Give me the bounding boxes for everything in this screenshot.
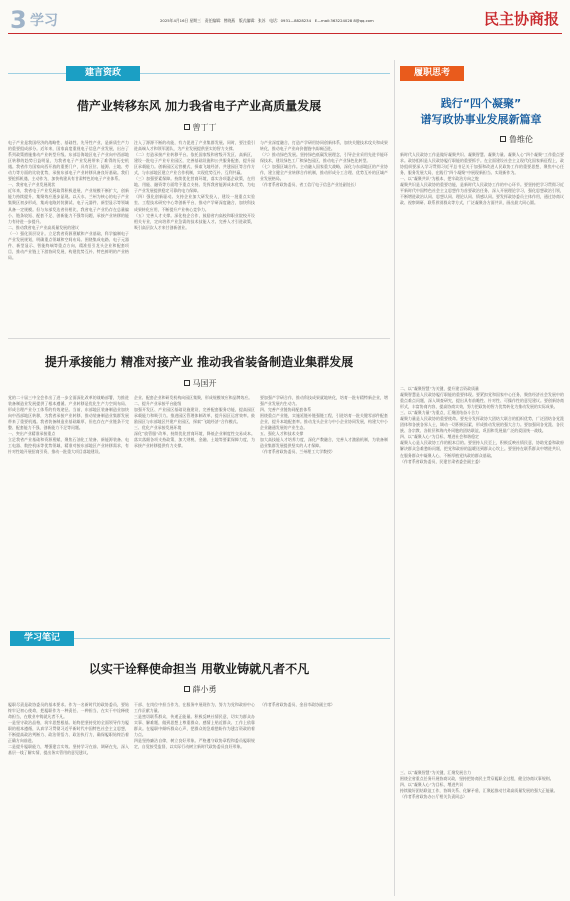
author-box-icon	[500, 136, 506, 142]
divider-1	[8, 338, 390, 339]
header-rule	[8, 33, 562, 34]
article-2-col-1: 新时代人民政协工作是做好凝聚共识、凝聚智慧、凝聚力量、凝聚人心“四个凝聚”工作重点要求。政协组织是人民政协履行职能的重要抓手。在全面建设社会主义现代化国家新征程上，政协组织要深入学习贯彻习近平总书记关于加强和改进人民政协工作的重要思想，聚焦中心任务，服务发展大局，在践行“四个凝聚”中展现新担当、实现新作为。 一、以“凝聚共识”为根本，把牢政治方向之舵 凝聚共识是人民政协的重要功能，是新时代人民政协工作的中心环节。要坚持把学习贯彻习近平新时代中国特色社会主义思想作为首要政治任务，深入开展理论学习，强化思想政治引领，不断增进政治认同、思想认同、理论认同、情感认同。要发挥政协委员主体作用，通过协商议政、视察调研、联系界别群众等方式，广泛凝聚各方面共识，画出最大同心圆。	[400, 152, 564, 206]
page-number: 3	[10, 6, 27, 34]
section-tag-lvzhi: 履职思考	[400, 66, 464, 81]
section-rule-jianyan	[8, 73, 66, 74]
section-rule-xuexi	[74, 638, 390, 639]
page-header	[0, 0, 570, 38]
article-4-author	[160, 684, 240, 695]
article-1-col-3: 与产业深度融合，打造产学研用协同创新体系，加快关键技术攻关和成果转化，推动电子产业向价值链中高端迈进。 （六）推动绿色发展。坚持绿色低碳发展理念，引导企业采用先进节能环保技术，建设绿色工厂和绿色园区，推动电子产业绿色化转型。 （七）加强区域合作。主动融入国家重大战略，深化与东部地区的产业协作，建立健全产业转移合作机制，推动形成分工合理、优势互补的区域产业发展格局。 （作者系省政协委员、省工信厅电子信息产业处副处长）	[260, 140, 388, 188]
article-2-title: 践行“四个凝聚” 谱写政协事业发展新篇章	[420, 97, 542, 126]
article-3-title: 提升承接能力 精准对接产业 推动我省装备制造业集群发展	[44, 355, 354, 369]
article-3-author-name: 马国开	[192, 379, 217, 388]
article-2-author	[500, 134, 564, 145]
author-box-icon	[184, 686, 190, 692]
article-4-author-name: 薛小勇	[192, 685, 217, 694]
article-1-col-2: 注入了源源不断的动能，有力促进了产业集群发展。同时，要注重引进高端人才和领军团队，为产业发展提供坚实的智力支撑。 （二）打造承接产业转移平台。依托国家级和省级开发区、高新区，建设一批电子产业专业园区，完善基础设施和公共服务配套，提升园区承载能力。创新园区运营模式，探索飞地经济、共建园区等合作方式，与东部地区建立产业合作机制，实现优势互补、互利共赢。 （三）加强要素保障。持续优化营商环境，落实各项惠企政策，在用地、用能、融资等方面给予重点支持。发挥我省能源成本优势，为电子产业发展提供稳定可靠的电力保障。 （四）强化创新驱动。支持企业加大研发投入，建设一批重点实验室、工程技术研究中心等创新平台，推动产学研深度融合，加快科技成果转化应用，不断提升产业核心竞争力。 （五）完善人才支撑。深化校企合作，鼓励省内高校和职业院校开设相关专业，定向培养产业急需的技术技能人才。完善人才引进政策，吸引高层次人才来甘创新创业。	[134, 140, 255, 230]
newspaper-name: 民主协商报	[484, 10, 560, 28]
article-2-author-name: 鲁维伦	[509, 135, 533, 144]
author-box-icon	[184, 380, 190, 386]
article-1-author-name: 曾丁丁	[192, 123, 217, 132]
header-info: 2025年4月16日 星期三 责任编辑：曾晓燕 版式编辑：张苏 电话：0931—8828234 E—mail:363224028 8@qq.com	[160, 18, 374, 23]
section-tag-jianyan: 建言资政	[66, 66, 140, 81]
section-tag-xuexi: 学习笔记	[10, 631, 74, 646]
article-1-col-1: 电子产业是我国经济的战略性、基础性、先导性产业，是新质生产力的重要组成部分。近年来，国家高度重视电子信息产业发展，出台了系列政策措施推动产业转型升级。东部沿海地区电子产业向中西部地区转移的趋势日益明显，为我省电子产业发展带来了难得的历史机遇。我省作为国家向西开放的重要门户，具有区位、能源、土地、劳动力等方面的比较优势，承接东部电子产业转移具备良好基础。我们要抢抓机遇，主动作为，加快构建具有甘肃特色的电子产业体系。 一、我省电子产业发展现状 近年来，我省电子产业发展取得积极进展，产业规模不断扩大，创新能力持续提升，集聚效应逐步显现。以天水、兰州为核心的电子产业集聚区初步形成，集成电路封装测试、电子元器件、新型显示等领域具备一定规模。但与东部发达省份相比，我省电子产业仍存在总量偏小、链条较短、配套不足、创新能力不强等问题，承接产业转移的能力有待进一步提升。 二、推动我省电子产业高质量发展的建议 （一）强化顶层设计。立足我省资源禀赋和产业基础，科学编制电子产业发展规划，明确重点领域和空间布局。围绕集成电路、电子元器件、新型显示、智能终端等重点方向，精准招引龙头企业和配套项目，推动产业链上下游协同发展，构建优势互补、特色鲜明的产业格局。	[8, 140, 129, 260]
article-3-col-3: 要加强产学研合作，推动科技成果就地转化，培育一批专精特新企业，增强产业发展内生动力。 四、完善产业链协同配套体系 围绕重点产业链，实施延链补链强链工程，引进培育一批关键零部件配套企业，提升本地配套率。推动龙头企业与中小企业协同发展，构建大中小企业融通发展的产业生态。 五、强化人才和技术支撑 加大高技能人才培养力度，深化产教融合，完善人才激励机制，为装备制造业集群发展提供坚实的人才保障。 （作者系省政协委员、兰州理工大学教授）	[260, 395, 388, 455]
article-4-col-1: 履职尽责是政协委员的基本要求。作为一名新时代的政协委员，要始终牢记初心使命，把履职作为一种责任、一种担当，在实干中诠释使命担当，在敬业中铸就凡者不凡。 一是坚守政治品格，筑牢思想根基。始终把坚持党的全面领导作为履职的根本遵循，认真学习贯彻习近平新时代中国特色社会主义思想，不断提高政治判断力、政治领悟力、政治执行力，确保履职始终沿着正确方向前进。 二是提升履职能力，增强建言实效。坚持学习在前、调研在先，深入基层一线了解实情，提出务实管用的意见建议。	[8, 702, 129, 756]
article-1-title: 借产业转移东风 加力我省电子产业高质量发展	[76, 99, 322, 113]
article-4-col-3: （作者系省政协委员、金昌市政协副主席）	[260, 702, 335, 707]
article-1-author	[160, 122, 240, 133]
author-box-icon	[184, 124, 190, 130]
article-3-col-1: 党的二十届三中全会作出了进一步全面深化改革的战略部署，为推进装备制造业发展提供了根本遵循。产业转移是优化生产力空间布局、形成合理产业分工体系的有效途径。当前，东部地区装备制造业加快向中西部地区转移，为我省承接产业转移、推动装备制造业集群发展带来了重要机遇。我省装备制造业基础雄厚，但也存在产业链条不完整、配套能力不强、创新能力不足等问题。 一、突出产业精准承接重点 立足我省产业基础和资源禀赋，聚焦石油化工装备、新能源装备、电工电器、数控机床等优势领域，精准对接东部地区产业转移需求，有针对性地开展招商引资，推动一批重大项目落地建设。	[8, 395, 129, 455]
section-rule-jianyan-2	[140, 73, 390, 74]
column-divider	[394, 60, 395, 896]
article-2-col-3: 三、以“凝聚智慧”为关键，汇聚发展合力 围绕全省重点任务开展协商议政，坚持把协商民主贯穿履职全过程，健全协商议事规则。 四、以“凝聚人心”为目标，增进共识 持续做好团结联谊工作，协调关系、化解矛盾，汇聚起推动甘肃高质量发展的强大正能量。 （作者系省政协办公厅相关负责同志）	[400, 770, 558, 800]
section-name: 学习	[30, 13, 58, 29]
article-3-author	[160, 378, 240, 389]
article-4-col-2: 干部、在岗位中担当作为，在服务中展现作为，努力为党和政府中心工作贡献力量。 三是密切联系群众，传递正能量。积极反映社情民意，切实为群众办实事、解难题，做到思想上尊重群众、感情上贴近群众、工作上依靠群众。在履职中倾听群众心声，把群众的急难愁盼作为建言资政的着力点。 四是坚持廉洁自律，树立良好形象。严格遵守政协章程和委员履职规定，自觉接受监督，以实际行动树立新时代政协委员良好形象。	[134, 702, 255, 750]
article-2-col-2: 二、以“凝聚智慧”为关键，提升建言资政质量 凝聚智慧是人民政协履行职能的重要体现。要紧扣党和国家中心任务，聚焦经济社会发展中的重点难点问题，深入调查研究，提出具有前瞻性、针对性、可操作性的意见建议。要创新协商形式，丰富协商内容，提高协商实效，努力把政协的智力优势转化为推动发展的实际成果。 三、以“凝聚力量”为重点，汇聚团结奋斗合力 凝聚力量是人民政协的重要使命。要充分发挥政协大团结大联合的组织优势，广泛团结各党派团体和各族各界人士，调动一切积极因素，形成推动发展的强大合力。要加强同各党派、各民族、各宗教、各阶层和海内外同胞的团结联谊，巩固和发展最广泛的爱国统一战线。 四、以“凝聚人心”为目标，增进社会和谐稳定 凝聚人心是人民政协工作的根本目的。要坚持人民至上，积极反映社情民意，协助党委和政府解决群众急难愁盼问题，把党和政府的温暖送到群众心坎上。要坚持在联系群众中增进共识，在服务群众中凝聚人心，不断厚植党执政的群众基础。 （作者系省政协委员，民建甘肃省委会副主委）	[400, 386, 564, 464]
article-3-col-2: 企业、配套企业和研发机构向园区集聚，形成规模效应和品牌效应。 二、提升产业承接平台能级 加强开发区、产业园区基础设施建设，完善配套服务功能，提高园区承载能力和吸引力。推进园区管理体制改革，提升园区运营效率。鼓励园区与东部地区共建产业园区，探索“飞地经济”合作模式。 三、优化产业承接发展环境 深化“放管服”改革，持续优化营商环境，降低企业制度性交易成本。落实落细各项支持政策，加大财税、金融、土地等要素保障力度，为承接产业转移提供有力支撑。	[134, 395, 255, 449]
article-4-title: 以实干诠释使命担当 用敬业铸就凡者不凡	[88, 662, 310, 676]
